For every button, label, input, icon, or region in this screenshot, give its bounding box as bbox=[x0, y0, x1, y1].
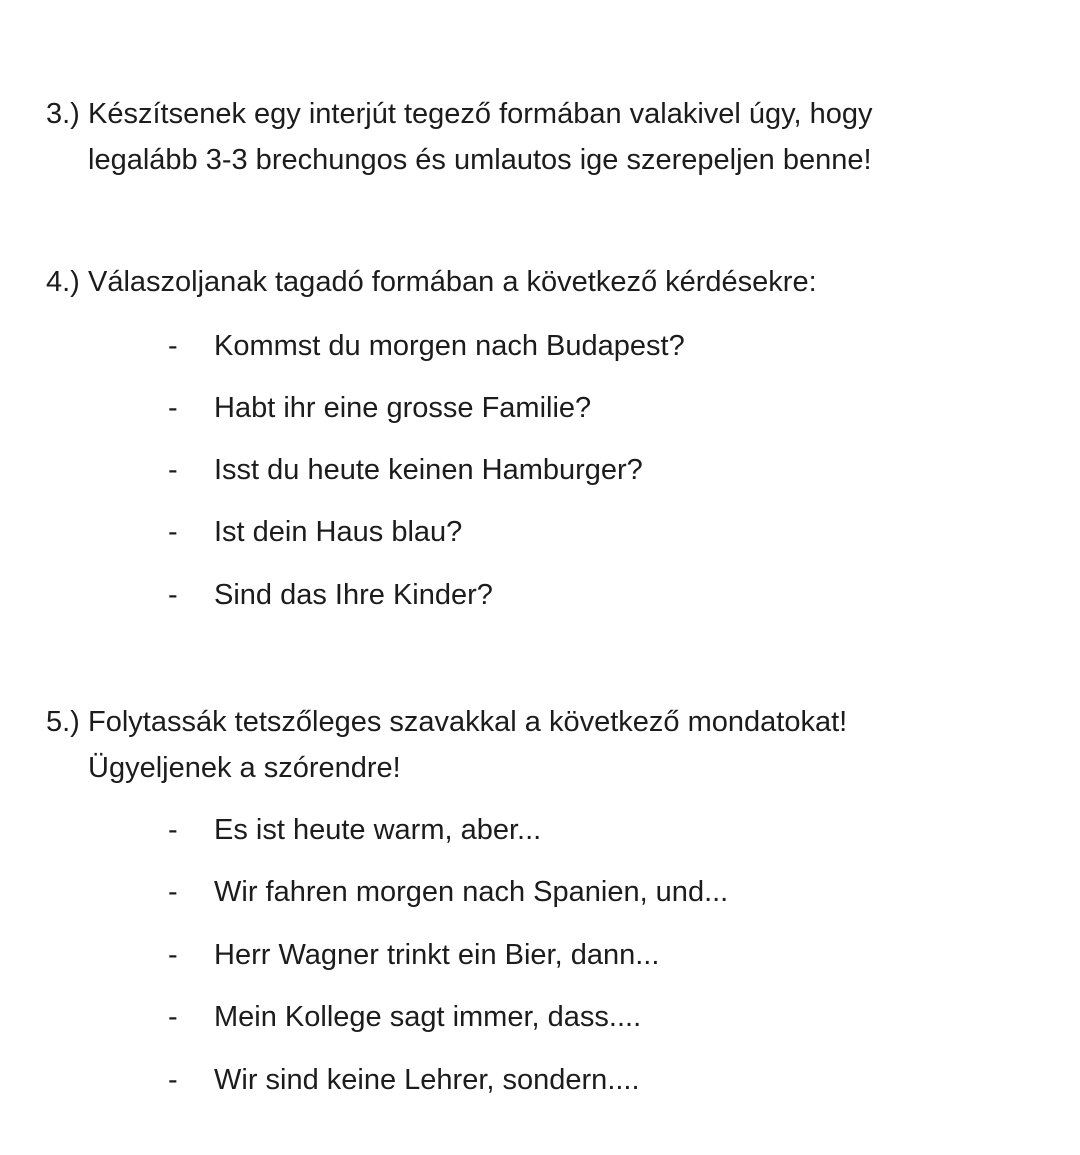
list-item-text: Mein Kollege sagt immer, dass.... bbox=[214, 1001, 642, 1033]
list-item-text: Es ist heute warm, aber... bbox=[214, 814, 542, 846]
list-item-text: Herr Wagner trinkt ein Bier, dann... bbox=[214, 939, 660, 971]
bullet-dash: - bbox=[168, 1001, 178, 1033]
list-item-text: Isst du heute keinen Hamburger? bbox=[214, 454, 643, 486]
list-item-text: Sind das Ihre Kinder? bbox=[214, 579, 493, 611]
bullet-dash: - bbox=[168, 516, 178, 548]
bullet-dash: - bbox=[168, 579, 178, 611]
list-item-text: Wir sind keine Lehrer, sondern.... bbox=[214, 1064, 640, 1096]
bullet-dash: - bbox=[168, 814, 178, 846]
bullet-dash: - bbox=[168, 939, 178, 971]
task-instruction-line: Ügyeljenek a szórendre! bbox=[88, 752, 401, 784]
bullet-dash: - bbox=[168, 392, 178, 424]
bullet-dash: - bbox=[168, 330, 178, 362]
list-item-text: Habt ihr eine grosse Familie? bbox=[214, 392, 592, 424]
task-instruction-line: Készítsenek egy interjút tegező formában valakivel úgy, hogy bbox=[88, 98, 873, 130]
task-instruction-line: Folytassák tetszőleges szavakkal a következő mondatokat! bbox=[88, 706, 848, 738]
bullet-dash: - bbox=[168, 876, 178, 908]
task-number: 4.) bbox=[46, 266, 80, 298]
bullet-dash: - bbox=[168, 1064, 178, 1096]
list-item-text: Ist dein Haus blau? bbox=[214, 516, 463, 548]
list-item-text: Wir fahren morgen nach Spanien, und... bbox=[214, 876, 729, 908]
bullet-dash: - bbox=[168, 454, 178, 486]
task-number: 5.) bbox=[46, 706, 80, 738]
task-instruction-line: Válaszoljanak tagadó formában a következő kérdésekre: bbox=[88, 266, 817, 298]
task-instruction-line: legalább 3-3 brechungos és umlautos ige szerepeljen benne! bbox=[88, 144, 872, 176]
list-item-text: Kommst du morgen nach Budapest? bbox=[214, 330, 685, 362]
task-number: 3.) bbox=[46, 98, 80, 130]
